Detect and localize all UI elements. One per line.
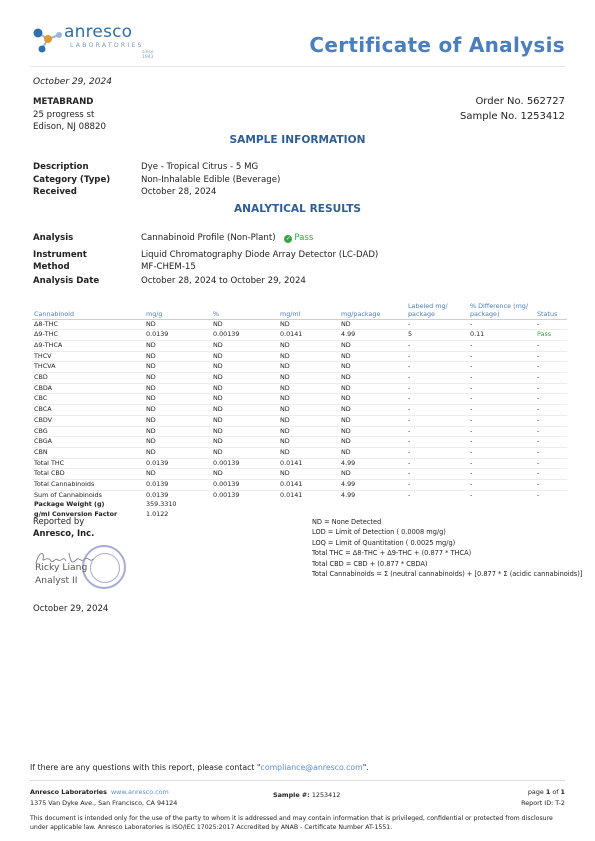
table-row — [32, 437, 567, 448]
table-cell: ND — [278, 394, 339, 405]
table-cell: ND — [211, 469, 278, 480]
table-cell: ND — [144, 383, 211, 394]
page-current: 1 — [545, 788, 551, 796]
table-cell: ND — [339, 362, 406, 373]
table-cell: ND — [211, 394, 278, 405]
note-line: Total CBD = CBD + (0.877 * CBDA) — [312, 559, 428, 568]
table-cell: ND — [144, 469, 211, 480]
table-cell: THCV — [32, 351, 144, 362]
table-cell: - — [406, 340, 468, 351]
sample-number: Sample No. 1253412 — [460, 110, 565, 122]
table-cell: 0.00139 — [211, 480, 278, 491]
reported-by-organization: Anresco, Inc. — [33, 528, 95, 538]
table-row — [32, 394, 567, 405]
table-cell: ND — [144, 351, 211, 362]
table-cell: - — [535, 426, 567, 437]
column-header: Cannabinoid — [32, 300, 144, 319]
table-row — [32, 458, 567, 469]
row-label: Description — [33, 162, 89, 172]
row-label: Instrument — [33, 250, 87, 260]
table-cell: Total Cannabinoids — [32, 480, 144, 491]
table-cell: ND — [339, 405, 406, 416]
page-total: 1 — [560, 788, 565, 796]
summary-value: 359.3310 — [146, 500, 177, 509]
table-cell: ND — [278, 426, 339, 437]
table-row — [32, 469, 567, 480]
table-cell: - — [468, 383, 535, 394]
table-cell: ND — [278, 362, 339, 373]
table-cell: - — [535, 319, 567, 330]
analyst-block — [35, 562, 87, 587]
table-cell: ND — [339, 383, 406, 394]
table-cell: ND — [211, 405, 278, 416]
row-value — [141, 233, 313, 243]
footer-page-info — [521, 787, 565, 809]
table-cell: ND — [339, 319, 406, 330]
row-label: Analysis Date — [33, 276, 100, 286]
table-cell: 0.00139 — [211, 330, 278, 341]
client-block — [33, 96, 106, 134]
table-cell: 4.99 — [339, 480, 406, 491]
table-cell: ND — [339, 340, 406, 351]
table-cell: ND — [211, 362, 278, 373]
table-cell: - — [468, 362, 535, 373]
table-cell: - — [406, 394, 468, 405]
table-cell: - — [406, 383, 468, 394]
reported-by-label: Reported by — [33, 516, 85, 526]
table-cell: - — [535, 469, 567, 480]
table-cell: 0.0139 — [144, 458, 211, 469]
table-cell: - — [406, 437, 468, 448]
table-cell: CBN — [32, 447, 144, 458]
table-cell: - — [406, 319, 468, 330]
definitions-notes — [312, 517, 582, 579]
summary-value: 1.0122 — [146, 510, 169, 519]
table-cell: - — [468, 351, 535, 362]
row-label: Category (Type) — [33, 175, 111, 185]
table-cell: ND — [339, 415, 406, 426]
row-label: Analysis — [33, 233, 74, 243]
table-cell: CBD — [32, 373, 144, 384]
analyst-name: Ricky Liang — [35, 562, 88, 573]
table-cell: ND — [144, 394, 211, 405]
table-cell: - — [406, 458, 468, 469]
row-value: Dye - Tropical Citrus - 5 MG — [141, 162, 259, 172]
table-cell: - — [468, 394, 535, 405]
client-address-line2: Edison, NJ 08820 — [33, 122, 106, 133]
results-table-body — [32, 319, 567, 520]
client-address-line1: 25 progress st — [33, 109, 95, 120]
logo-since: since 1943 — [142, 50, 154, 60]
table-row — [32, 447, 567, 458]
compliance-email-link[interactable]: compliance@anresco.com — [260, 763, 363, 772]
note-line: LOD = Limit of Detection ( 0.0008 mg/g) — [312, 528, 446, 537]
table-cell: - — [535, 458, 567, 469]
contact-line — [30, 763, 369, 772]
note-line: LOQ = Limit of Quantitation ( 0.0025 mg/g) — [312, 538, 456, 547]
table-cell: 0.00139 — [213, 490, 240, 499]
contact-suffix: ". — [362, 763, 369, 772]
column-header: % Difference (mg/ package) — [468, 300, 535, 319]
row-value: October 28, 2024 to October 29, 2024 — [141, 276, 306, 286]
table-cell: ND — [278, 415, 339, 426]
table-cell: ND — [144, 426, 211, 437]
table-cell: ND — [339, 469, 406, 480]
analyst-title: Analyst II — [35, 574, 78, 586]
table-cell: - — [535, 362, 567, 373]
table-cell: 0.0141 — [278, 480, 339, 491]
table-cell: - — [535, 405, 567, 416]
table-cell: ND — [211, 383, 278, 394]
document-title: Certificate of Analysis — [309, 33, 565, 57]
table-cell: 0.0139 — [146, 490, 169, 499]
table-cell: - — [468, 319, 535, 330]
table-cell: ND — [278, 319, 339, 330]
summary-filler — [211, 500, 567, 510]
signature-date: October 29, 2024 — [33, 604, 109, 614]
table-row — [32, 480, 567, 491]
table-cell: ND — [339, 373, 406, 384]
summary-label: g/ml Conversion Factor — [34, 510, 118, 519]
order-number: Order No. 562727 — [475, 96, 565, 107]
table-cell: - — [468, 480, 535, 491]
column-header: Labeled mg/ package — [406, 300, 468, 319]
table-cell: 0.0139 — [144, 330, 211, 341]
table-cell: - — [468, 373, 535, 384]
table-row — [32, 373, 567, 384]
anresco-logo — [32, 22, 162, 58]
table-row — [32, 490, 567, 500]
footer-sample-value: 1253412 — [311, 791, 341, 799]
table-cell: 4.99 — [339, 330, 406, 341]
table-cell: Δ8-THC — [32, 319, 144, 330]
table-cell: - — [468, 340, 535, 351]
table-cell: - — [535, 437, 567, 448]
check-circle-icon: ✓ — [285, 235, 291, 242]
table-cell: Total THC — [32, 458, 144, 469]
page-of: of — [550, 788, 561, 796]
table-cell: Δ9-THCA — [32, 340, 144, 351]
table-cell: 4.99 — [341, 490, 356, 499]
table-cell: - — [468, 469, 535, 480]
row-value: Liquid Chromatography Diode Array Detector (LC-DAD) — [141, 250, 379, 260]
table-cell: CBCA — [32, 405, 144, 416]
table-cell: ND — [211, 340, 278, 351]
table-cell: - — [406, 362, 468, 373]
table-summary-row — [32, 500, 567, 510]
molecule-logo-icon — [32, 24, 64, 54]
column-header: mg/package — [339, 300, 406, 319]
report-id: Report ID: T-2 — [521, 799, 565, 807]
pass-status-text: Pass — [294, 233, 314, 243]
table-row — [32, 426, 567, 437]
table-row — [32, 330, 567, 341]
table-cell: - — [535, 394, 567, 405]
reported-by-block — [33, 515, 94, 539]
company-seal-stamp — [82, 545, 126, 589]
table-cell: ND — [339, 351, 406, 362]
cannabinoid-results-table — [32, 300, 567, 520]
table-cell: ND — [211, 447, 278, 458]
table-cell: ND — [211, 415, 278, 426]
table-cell: - — [468, 415, 535, 426]
table-cell: - — [406, 480, 468, 491]
table-cell: - — [406, 426, 468, 437]
table-cell: ND — [144, 340, 211, 351]
table-row — [32, 415, 567, 426]
table-cell: ND — [211, 351, 278, 362]
table-cell: THCVA — [32, 362, 144, 373]
order-block — [460, 95, 565, 124]
table-cell: ND — [339, 437, 406, 448]
table-cell: 4.99 — [339, 458, 406, 469]
table-cell: - — [535, 480, 567, 491]
table-row — [32, 319, 567, 330]
table-cell: 0.11 — [468, 330, 535, 341]
table-cell: ND — [278, 383, 339, 394]
table-cell: CBGA — [32, 437, 144, 448]
footer-website-link[interactable]: www.anresco.com — [110, 788, 169, 796]
table-cell: - — [535, 383, 567, 394]
table-cell: ND — [278, 469, 339, 480]
table-cell: ND — [144, 319, 211, 330]
table-cell: Δ9-THC — [32, 330, 144, 341]
table-cell: 0.0141 — [278, 458, 339, 469]
table-cell: CBG — [32, 426, 144, 437]
logo-subtitle: LABORATORIES — [70, 42, 144, 49]
analysis-name: Cannabinoid Profile (Non-Plant) — [141, 233, 276, 243]
table-cell: ND — [211, 437, 278, 448]
table-cell: - — [468, 405, 535, 416]
page-prefix: page — [527, 788, 546, 796]
table-cell: ND — [144, 405, 211, 416]
contact-prefix: If there are any questions with this report, please contact " — [30, 763, 261, 772]
table-row — [32, 351, 567, 362]
table-cell: Sum of Cannabinoids — [34, 490, 102, 499]
table-cell: - — [468, 437, 535, 448]
row-label: Method — [33, 262, 70, 272]
column-header: mg/ml — [278, 300, 339, 319]
note-line: Total THC = Δ8-THC + Δ9-THC + (0.877 * THCA) — [312, 549, 472, 558]
pass-status-badge — [284, 233, 313, 243]
table-cell: ND — [144, 415, 211, 426]
table-row — [32, 383, 567, 394]
table-cell: - — [406, 415, 468, 426]
table-cell: CBC — [32, 394, 144, 405]
table-cell: ND — [278, 447, 339, 458]
table-cell: - — [535, 340, 567, 351]
table-cell: - — [535, 373, 567, 384]
table-cell: Pass — [535, 330, 567, 341]
footer-lab-name: Anresco Laboratories — [30, 788, 107, 796]
table-cell: ND — [278, 340, 339, 351]
table-cell: ND — [144, 437, 211, 448]
table-cell: ND — [211, 426, 278, 437]
table-cell: 0.0141 — [280, 490, 303, 499]
table-cell: ND — [278, 437, 339, 448]
table-cell: ND — [339, 426, 406, 437]
page-number — [521, 787, 565, 798]
table-cell: - — [406, 447, 468, 458]
table-row — [32, 340, 567, 351]
logo-wordmark: anresco — [64, 22, 133, 42]
table-cell: 0.0139 — [144, 480, 211, 491]
column-header: Status — [535, 300, 567, 319]
table-cell: - — [468, 426, 535, 437]
note-line: ND = None Detected — [312, 518, 382, 526]
table-cell: ND — [339, 447, 406, 458]
table-cell: - — [535, 415, 567, 426]
sample-information-title: SAMPLE INFORMATION — [229, 134, 366, 146]
table-cell: ND — [339, 394, 406, 405]
table-cell: ND — [278, 373, 339, 384]
table-header-row — [32, 300, 567, 319]
header-divider — [30, 66, 565, 67]
table-cell: - — [535, 351, 567, 362]
table-cell: - — [408, 490, 411, 499]
client-name: METABRAND — [33, 97, 94, 107]
table-cell: 0.0141 — [278, 330, 339, 341]
table-row — [32, 405, 567, 416]
table-cell: - — [468, 447, 535, 458]
table-cell: CBDV — [32, 415, 144, 426]
column-header: % — [211, 300, 278, 319]
table-cell: - — [535, 447, 567, 458]
row-label: Received — [33, 187, 77, 197]
report-date: October 29, 2024 — [33, 77, 112, 87]
analytical-results-title: ANALYTICAL RESULTS — [233, 203, 362, 215]
footer-sample-label: Sample #: — [273, 791, 310, 799]
table-cell: ND — [211, 373, 278, 384]
table-cell: ND — [144, 362, 211, 373]
table-cell: - — [406, 373, 468, 384]
table-cell: 0.00139 — [211, 458, 278, 469]
row-value: Non-Inhalable Edible (Beverage) — [141, 175, 281, 185]
table-cell: ND — [144, 447, 211, 458]
legal-disclaimer: This document is intended only for the use of the party to whom it is addressed and may contain information that is privileged, confidential or protected from disclosure under applicable law. Anresco Laboratories is ISO/IEC 17025:2017 Accredited by ANAB - Certificate Number AT-1551. — [30, 815, 553, 831]
table-cell: - — [406, 351, 468, 362]
row-value: MF-CHEM-15 — [141, 262, 196, 272]
row-value: October 28, 2024 — [141, 187, 217, 197]
summary-label: Package Weight (g) — [34, 500, 105, 509]
footer-address: 1375 Van Dyke Ave., San Francisco, CA 94124 — [30, 799, 178, 807]
table-cell: - — [470, 490, 473, 499]
table-cell: 5 — [406, 330, 468, 341]
page-footer — [30, 787, 565, 809]
table-cell: - — [406, 405, 468, 416]
table-cell: ND — [278, 351, 339, 362]
column-header: mg/g — [144, 300, 211, 319]
footer-sample-number — [273, 790, 340, 801]
table-cell: CBDA — [32, 383, 144, 394]
table-cell: ND — [278, 405, 339, 416]
table-cell: ND — [211, 319, 278, 330]
table-row — [32, 362, 567, 373]
table-cell: ND — [144, 373, 211, 384]
table-cell: - — [537, 490, 540, 499]
note-line: Total Cannabinoids = Σ (neutral cannabinoids) + [0.877 * Σ (acidic cannabinoids)] — [312, 570, 583, 579]
table-cell: - — [468, 458, 535, 469]
table-cell: - — [406, 469, 468, 480]
table-cell: Total CBD — [32, 469, 144, 480]
footer-divider — [30, 780, 565, 781]
